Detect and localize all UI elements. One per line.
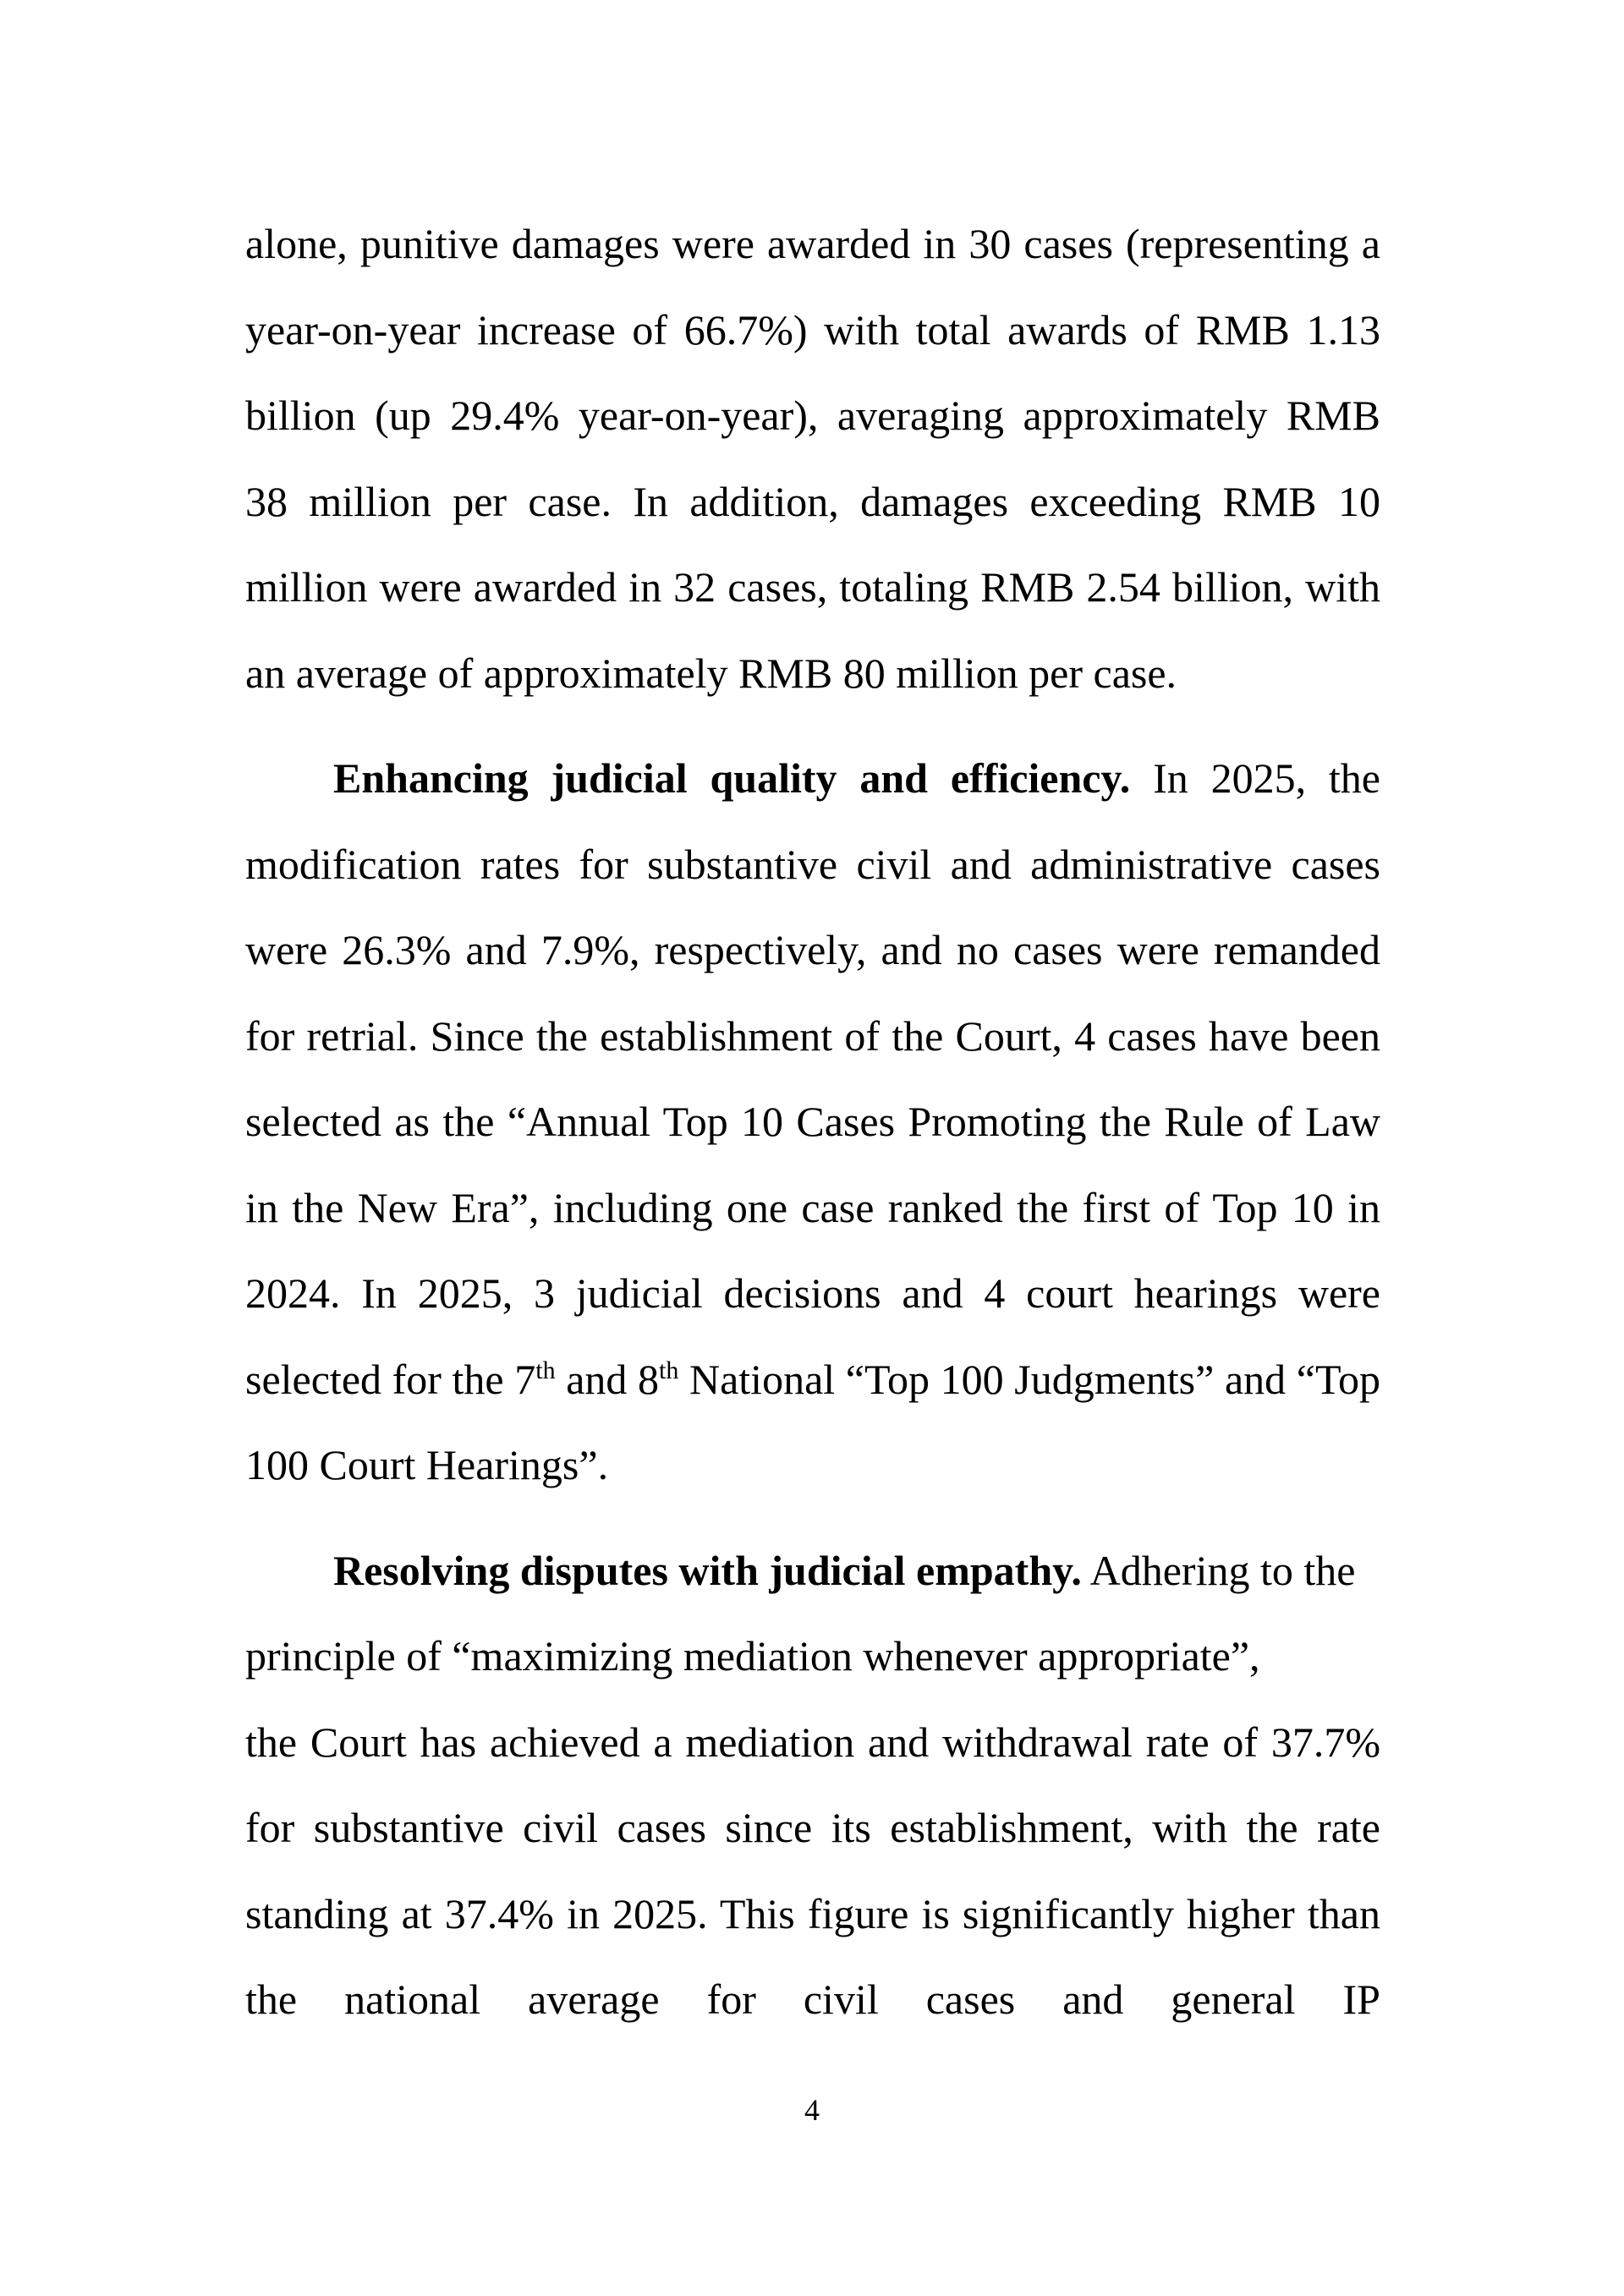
paragraph-punitive-damages [245, 201, 1380, 716]
paragraph-heading: Enhancing judicial quality and efficiency. [333, 754, 1131, 802]
paragraph-text: and 8 [555, 1355, 660, 1403]
paragraph-judicial-empathy [245, 1528, 1380, 2043]
paragraph-judicial-quality [245, 736, 1380, 1509]
superscript-ordinal: th [659, 1356, 679, 1384]
paragraph-text: In 2025, the modification rates for substantive civil and administrative cases were 26.3% and 7.9%, respectively, and no cases were remanded for retrial. Since the establishment of the Court, 4 cases have been selected as the “Annual Top 10 Cases Promoting the Rule of Law in the New Era”, including one case ranked the first of Top 10 in 2024. In 2025, 3 judicial decisions and 4 court hearings were selected for the 7 [245, 754, 1380, 1403]
paragraph-first-line [245, 1528, 1380, 1700]
page-number: 4 [804, 2093, 820, 2127]
document-body [245, 201, 1380, 2043]
superscript-ordinal: th [535, 1356, 556, 1384]
paragraph-text: Adhering to the principle of “maximizing mediation whenever appropriate”, [245, 1546, 1356, 1680]
paragraph-text: National “Top 100 Judgments” and “Top 100 Court Hearings”. [245, 1355, 1380, 1488]
paragraph-heading: Resolving disputes with judicial empathy. [333, 1546, 1082, 1594]
paragraph-text: the Court has achieved a mediation and withdrawal rate of 37.7% for substantive civil cases since its establishment, with the rate standing at 37.4% in 2025. This figure is significantly higher than the national average for civil cases and general IP [245, 1718, 1380, 2023]
paragraph-text: alone, punitive damages were awarded in 30 cases (representing a year-on-year increase of 66.7%) with total awards of RMB 1.13 billion (up 29.4% year-on-year), averaging approximately RMB 38 million per case. In addition, damages exceeding RMB 10 million were awarded in 32 cases, totaling RMB 2.54 billion, with an average of approximately RMB 80 million per case. [245, 220, 1380, 697]
